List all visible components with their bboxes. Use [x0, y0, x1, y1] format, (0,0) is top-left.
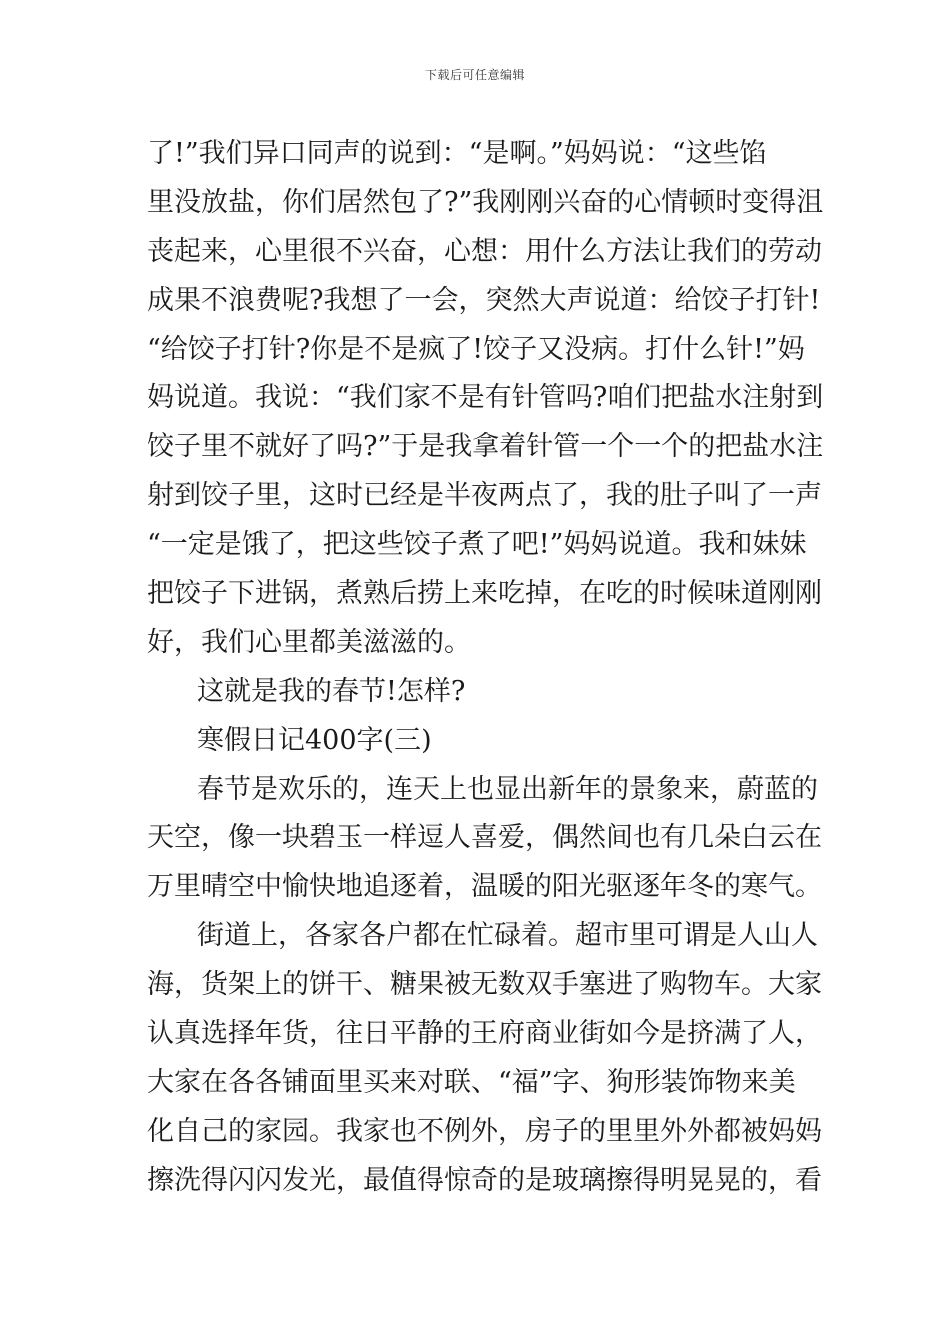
document-body	[147, 130, 824, 1206]
text-line: 天空，像一块碧玉一样逗人喜爱，偶然间也有几朵白云在	[147, 822, 822, 854]
text-line: 射到饺子里，这时已经是半夜两点了，我的肚子叫了一声	[147, 480, 822, 512]
section-title: 寒假日记400字(三)	[197, 724, 432, 756]
page-header: 下载后可任意编辑	[424, 68, 525, 82]
text-line: 了!”我们异口同声的说到：“是啊。”妈妈说：“这些馅	[147, 138, 767, 169]
text-line: 擦洗得闪闪发光，最值得惊奇的是玻璃擦得明晃晃的，看	[147, 1164, 822, 1196]
text-line: 成果不浪费呢?我想了一会，突然大声说道：给饺子打针!	[147, 284, 821, 316]
text-line: 丧起来，心里很不兴奋，心想：用什么方法让我们的劳动	[147, 235, 822, 267]
text-line: 把饺子下进锅，煮熟后捞上来吃掉，在吃的时候味道刚刚	[147, 578, 822, 610]
text-line: 里没放盐，你们居然包了?”我刚刚兴奋的心情顿时变得沮	[147, 186, 824, 218]
text-line: 好，我们心里都美滋滋的。	[147, 626, 471, 658]
paragraph-line: 这就是我的春节!怎样?	[197, 675, 466, 707]
text-line: 大家在各各铺面里买来对联、“福”字、狗形装饰物来美	[147, 1066, 796, 1098]
text-line: 妈说道。我说：“我们家不是有针管吗?咱们把盐水注射到	[147, 382, 824, 414]
text-line: 海，货架上的饼干、糖果被无数双手塞进了购物车。大家	[147, 969, 822, 1001]
paragraph-line: 街道上，各家各户都在忙碌着。超市里可谓是人山人	[197, 920, 818, 952]
text-line: “一定是饿了，把这些饺子煮了吧!”妈妈说道。我和妹妹	[147, 529, 807, 561]
text-line: 饺子里不就好了吗?”于是我拿着针管一个一个的把盐水注	[147, 431, 824, 463]
text-line: 化自己的家园。我家也不例外，房子的里里外外都被妈妈	[147, 1115, 822, 1147]
text-line: “给饺子打针?你是不是疯了!饺子又没病。打什么针!”妈	[147, 333, 805, 365]
text-line: 认真选择年货，往日平静的王府商业街如今是挤满了人，	[147, 1018, 822, 1050]
paragraph-line: 春节是欢乐的，连天上也显出新年的景象来，蔚蓝的	[197, 773, 818, 805]
text-line: 万里晴空中愉快地追逐着，温暖的阳光驱逐年冬的寒气。	[147, 871, 822, 903]
